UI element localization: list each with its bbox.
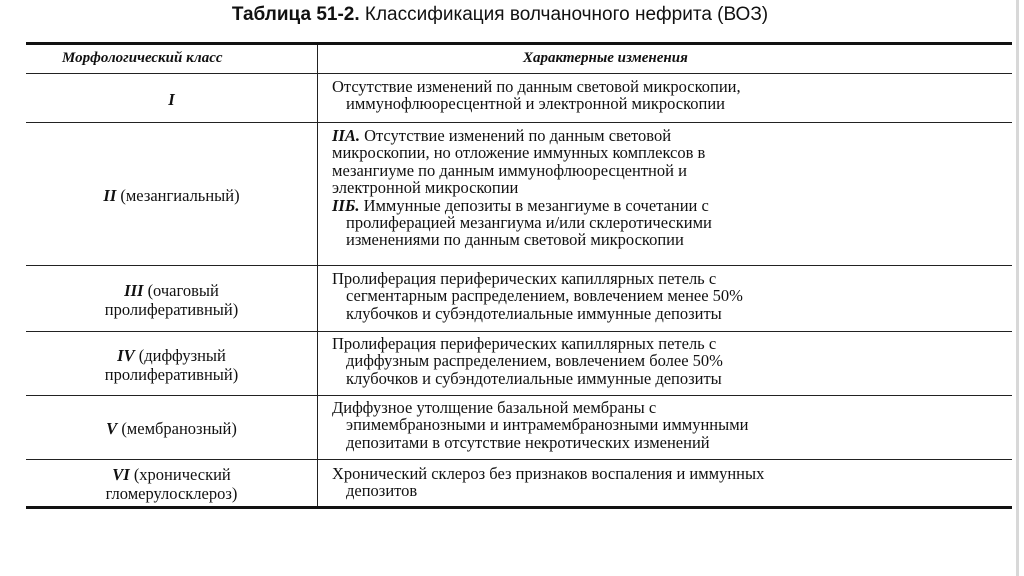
description-line: изменениями по данным световой микроскопии — [346, 230, 684, 250]
class-number: V — [106, 419, 118, 438]
description-line: Отсутствие изменений по данным световой — [364, 126, 672, 145]
description-cell-5 — [332, 399, 1002, 451]
description-line: депозитами в отсутствие некротических изменений — [346, 432, 710, 452]
class-number: I — [168, 89, 175, 109]
table-title — [0, 4, 1000, 26]
description-line: Хронический склероз без признаков воспаления и иммунных — [332, 464, 765, 483]
description-line: диффузным распределением, вовлечением более 50% — [346, 351, 723, 371]
description-line: Пролиферация периферических капиллярных петель с — [332, 334, 717, 353]
description-cell-2 — [332, 127, 1002, 249]
class-cell-2 — [26, 125, 317, 265]
table-title-prefix: Таблица 51-2. — [231, 4, 360, 25]
subclass-label: IIA. — [332, 126, 360, 145]
class-name: (хронический — [133, 465, 231, 484]
column-header-class: Морфологический класс — [62, 50, 223, 66]
description-line: микроскопии, но отложение иммунных комплексов в — [332, 143, 706, 163]
class-name: (очаговый — [147, 280, 219, 300]
description-cell-1 — [332, 78, 1002, 113]
class-cell-5 — [26, 398, 317, 459]
description-line: иммунофлюоресцентной и электронной микроскопии — [346, 94, 725, 114]
class-name: гломерулосклероз) — [105, 484, 238, 503]
description-line: пролиферацией мезангиума и/или склеротическими — [346, 213, 712, 233]
class-cell-4 — [26, 334, 317, 395]
table-title-text: Классификация волчаночного нефрита (ВОЗ) — [364, 4, 769, 25]
description-line: депозитов — [346, 481, 418, 501]
class-cell-6 — [26, 462, 317, 506]
class-name: (мембранозный) — [121, 419, 237, 438]
row-divider — [26, 331, 1012, 332]
column-divider — [317, 45, 318, 506]
description-line: клубочков и субэндотелиальные иммунные депозиты — [346, 368, 722, 388]
bottom-rule — [26, 506, 1012, 509]
row-divider — [26, 395, 1012, 396]
class-cell-3 — [26, 268, 317, 331]
description-line: Пролиферация периферических капиллярных петель с — [332, 269, 717, 288]
scan-edge — [1016, 0, 1019, 576]
description-cell-4 — [332, 335, 1002, 387]
description-cell-3 — [332, 270, 1002, 322]
description-cell-6 — [332, 465, 1002, 500]
header-rule — [26, 73, 1012, 74]
class-number: IV — [117, 345, 135, 365]
subclass-label: IIБ. — [332, 195, 360, 215]
class-cell-1 — [26, 76, 317, 122]
description-line: Диффузное утолщение базальной мембраны с — [332, 398, 657, 417]
description-line: сегментарным распределением, вовлечением менее 50% — [346, 286, 743, 306]
description-line: клубочков и субэндотелиальные иммунные депозиты — [346, 303, 722, 323]
row-divider — [26, 265, 1012, 266]
class-number: VI — [112, 465, 130, 484]
description-line: Отсутствие изменений по данным световой микроскопии, — [332, 77, 741, 96]
class-number: II — [103, 185, 117, 205]
description-line: электронной микроскопии — [332, 178, 519, 198]
row-divider — [26, 459, 1012, 460]
class-number: III — [124, 280, 144, 300]
row-divider — [26, 122, 1012, 123]
class-name: (мезангиальный) — [120, 185, 240, 205]
description-line: мезангиуме по данным иммунофлюоресцентной и — [332, 160, 687, 180]
top-rule — [26, 42, 1012, 45]
description-line: эпимембранозными и интрамембранозными иммунными — [346, 415, 749, 435]
class-name: пролиферативный) — [104, 364, 239, 384]
class-name: (диффузный — [138, 345, 226, 365]
column-header-changes: Характерные изменения — [523, 50, 688, 66]
class-name: пролиферативный) — [104, 299, 239, 319]
description-line: Иммунные депозиты в мезангиуме в сочетании с — [363, 195, 709, 215]
